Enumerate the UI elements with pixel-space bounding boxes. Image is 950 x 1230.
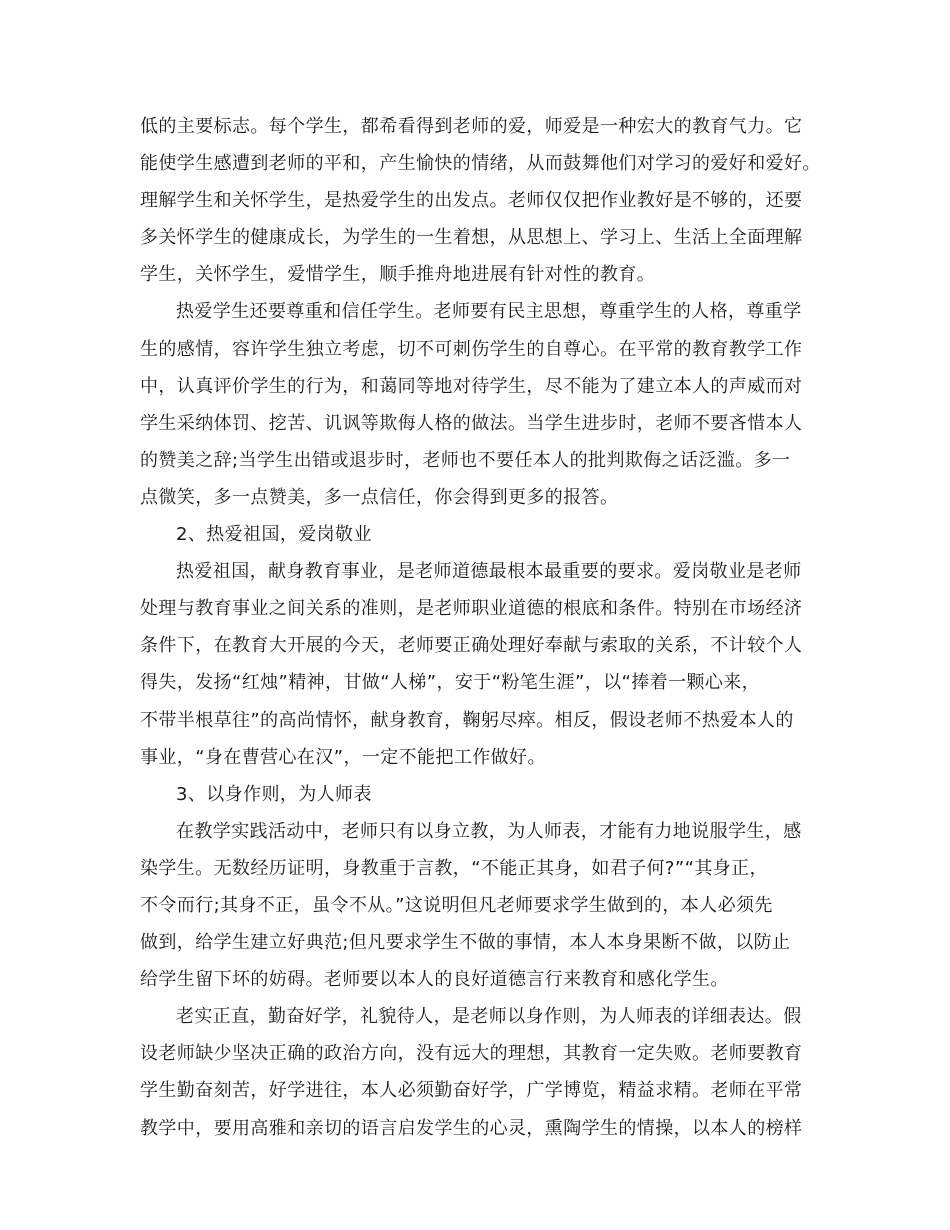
text-line: 学生采纳体罚、挖苦、讥讽等欺侮人格的做法。当学生进步时，老师不要吝惜本人 [140,412,803,434]
text-line: 不带半根草往”的高尚情怀，献身教育，鞠躬尽瘁。相反，假设老师不热爱本人的 [140,709,794,731]
text-line: 设老师缺少坚决正确的政治方向，没有远大的理想，其教育一定失败。老师要教育 [140,1043,803,1065]
text-line: 条件下，在教育大开展的今天，老师要正确处理好奉献与索取的关系，不计较个人 [140,635,803,657]
text-line: 能使学生感遭到老师的平和，产生愉快的情绪，从而鼓舞他们对学习的爱好和爱好。 [140,153,821,175]
text-line: 学生，关怀学生，爱惜学生，顺手推舟地进展有针对性的教育。 [140,264,656,286]
text-line: 生的感情，容许学生独立考虑，切不可刺伤学生的自尊心。在平常的教育教学工作 [140,338,803,360]
text-line: 教学中，要用高雅和亲切的语言启发学生的心灵，熏陶学生的情操，以本人的榜样 [140,1117,803,1139]
text-line: 染学生。无数经历证明，身教重于言教，“不能正其身，如君子何?”“其身正， [140,857,768,879]
text-line: 低的主要标志。每个学生，都希看得到老师的爱，师爱是一种宏大的教育气力。它 [140,116,803,137]
text-line: 事业，“身在曹营心在汉”，一定不能把工作做好。 [140,746,546,768]
text-line: 给学生留下坏的妨碍。老师要以本人的良好道德言行来教育和感化学生。 [140,969,729,991]
text-line: 做到，给学生建立好典范;但凡要求学生不做的事情，本人本身果断不做，以防止 [140,932,791,954]
text-line: 在教学实践活动中，老师只有以身立教，为人师表，才能有力地说服学生，感 [176,820,802,842]
text-line: 2、热爱祖国，爱岗敬业 [176,524,372,546]
text-line: 处理与教育事业之间关系的准则，是老师职业道德的根底和条件。特别在市场经济 [140,598,803,620]
text-line: 3、以身作则，为人师表 [176,783,372,805]
text-line: 得失，发扬“红烛”精神，甘做“人梯”，安于“粉笔生涯”，以“捧着一颗心来， [140,672,761,694]
text-line: 不令而行;其身不正，虽令不从。”这说明但凡老师要求学生做到的，本人必须先 [140,894,773,916]
text-line: 学生勤奋刻苦，好学进往，本人必须勤奋好学，广学博览，精益求精。老师在平常 [140,1080,803,1102]
text-line: 热爱祖国，献身教育事业，是老师道德最根本最重要的要求。爱岗敬业是老师 [176,561,802,583]
text-line: 的赞美之辞;当学生出错或退步时，老师也不要任本人的批判欺侮之话泛滥。多一 [140,449,791,471]
document-body [140,108,820,1147]
text-line: 理解学生和关怀学生，是热爱学生的出发点。老师仅仅把作业教好是不够的，还要 [140,190,803,212]
text-line: 老实正直，勤奋好学，礼貌待人，是老师以身作则，为人师表的详细表达。假 [176,1006,802,1028]
text-line: 热爱学生还要尊重和信任学生。老师要有民主思想，尊重学生的人格，尊重学 [176,301,802,323]
text-line: 中，认真评价学生的行为，和蔼同等地对待学生，尽不能为了建立本人的声威而对 [140,375,803,397]
text-line: 多关怀学生的健康成长，为学生的一生着想，从思想上、学习上、生活上全面理解 [140,227,803,249]
text-line: 点微笑，多一点赞美，多一点信任，你会得到更多的报答。 [140,486,619,508]
